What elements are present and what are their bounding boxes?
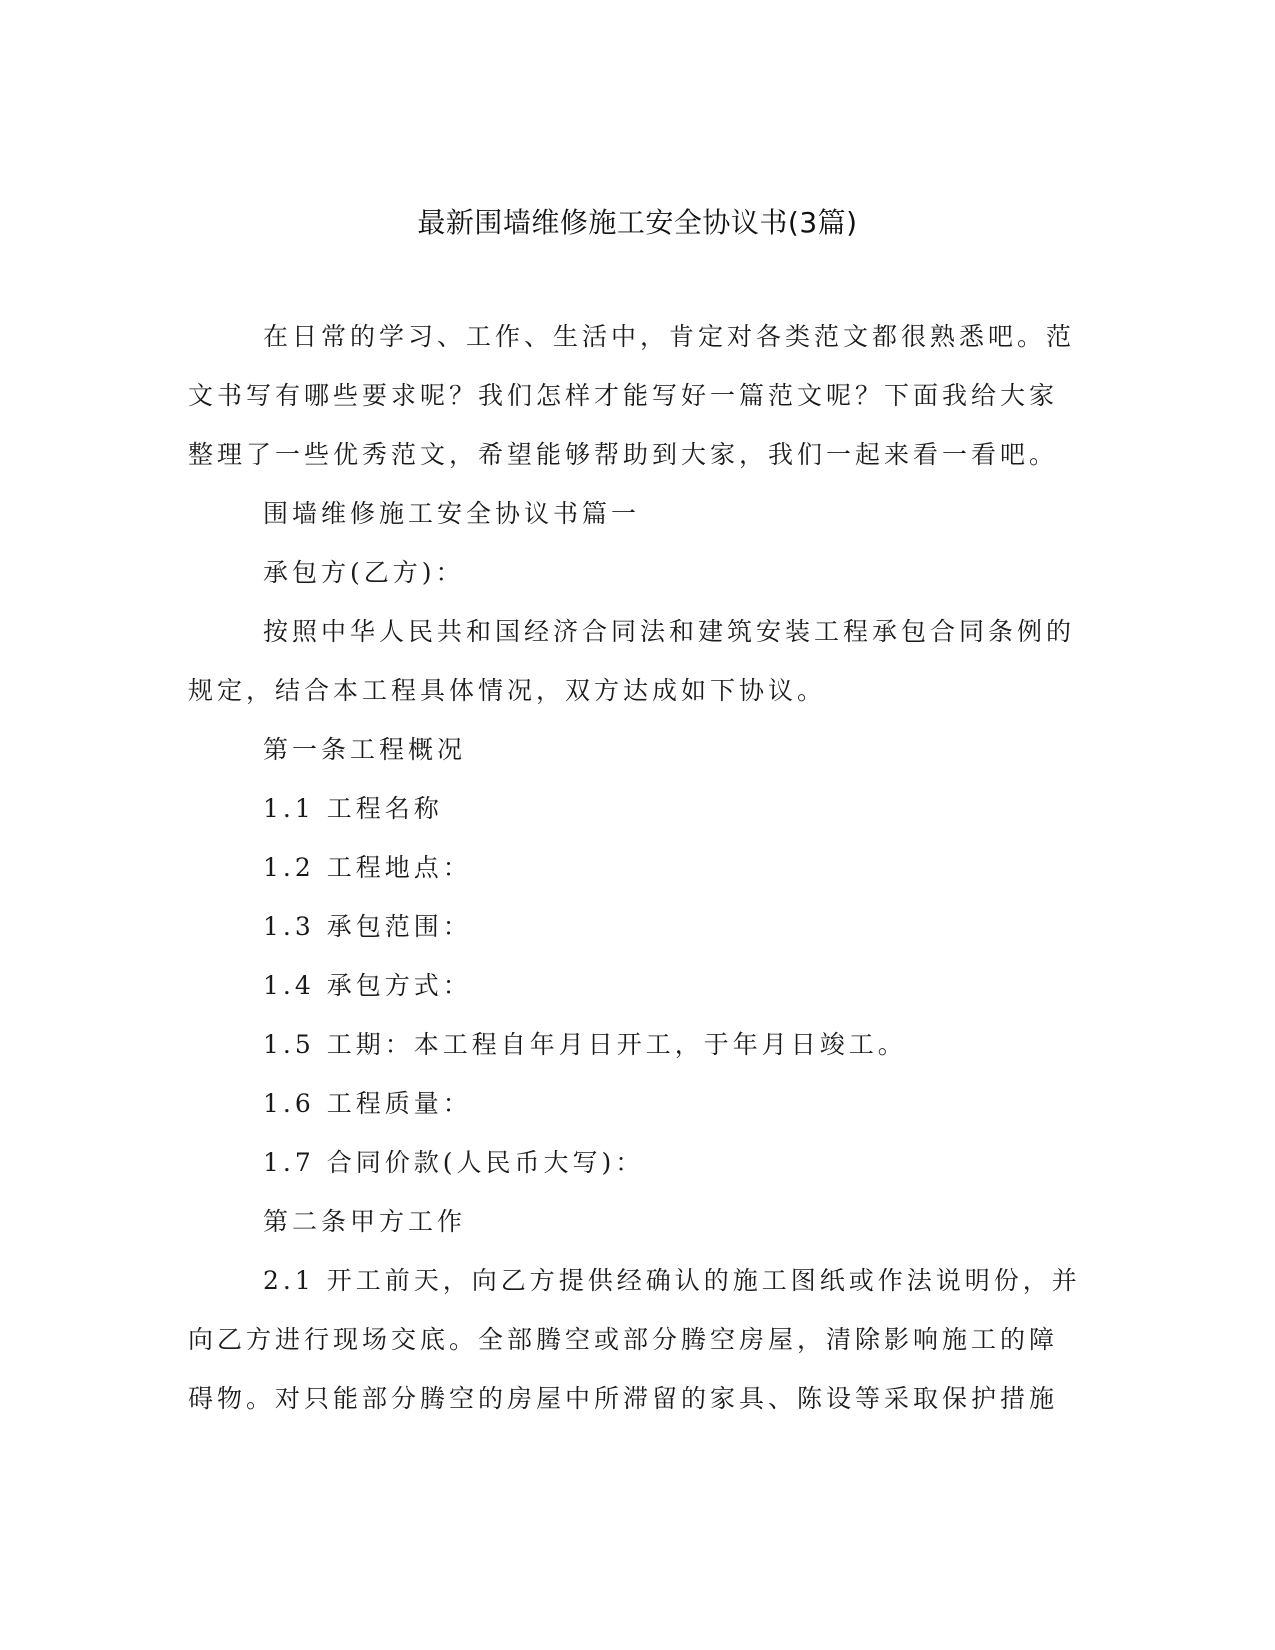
article-1-item: 1.3 承包范围： <box>263 912 472 941</box>
article-1-item: 1.1 工程名称 <box>263 794 443 823</box>
intro-line-1: 在日常的学习、工作、生活中，肯定对各类范文都很熟悉吧。范 <box>263 322 1076 351</box>
intro-line-3: 整理了一些优秀范文，希望能够帮助到大家，我们一起来看一看吧。 <box>188 440 1059 469</box>
article-2-line-1: 2.1 开工前天，向乙方提供经确认的施工图纸或作法说明份，并 <box>263 1266 1081 1295</box>
article-1-heading: 第一条工程概况 <box>263 735 467 764</box>
intro-line-2: 文书写有哪些要求呢？我们怎样才能写好一篇范文呢？下面我给大家 <box>188 381 1059 410</box>
article-1-item: 1.2 工程地点： <box>263 853 472 882</box>
article-2-line-3: 碍物。对只能部分腾空的房屋中所滞留的家具、陈设等采取保护措施 <box>188 1384 1059 1413</box>
agreement-line-2: 规定，结合本工程具体情况，双方达成如下协议。 <box>188 676 827 705</box>
article-2-line-2: 向乙方进行现场交底。全部腾空或部分腾空房屋，清除影响施工的障 <box>188 1325 1059 1354</box>
article-2-heading: 第二条甲方工作 <box>263 1207 467 1236</box>
contractor-label: 承包方(乙方)： <box>263 558 465 587</box>
article-1-item: 1.7 合同价款(人民币大写)： <box>263 1148 645 1177</box>
document-title: 最新围墙维修施工安全协议书(3篇) <box>417 206 858 239</box>
article-1-item: 1.6 工程质量： <box>263 1089 472 1118</box>
article-1-item: 1.5 工期：本工程自年月日开工，于年月日竣工。 <box>263 1030 907 1059</box>
article-1-item: 1.4 承包方式： <box>263 971 472 1000</box>
agreement-line-1: 按照中华人民共和国经济合同法和建筑安装工程承包合同条例的 <box>263 617 1076 646</box>
section-heading: 围墙维修施工安全协议书篇一 <box>263 499 641 528</box>
